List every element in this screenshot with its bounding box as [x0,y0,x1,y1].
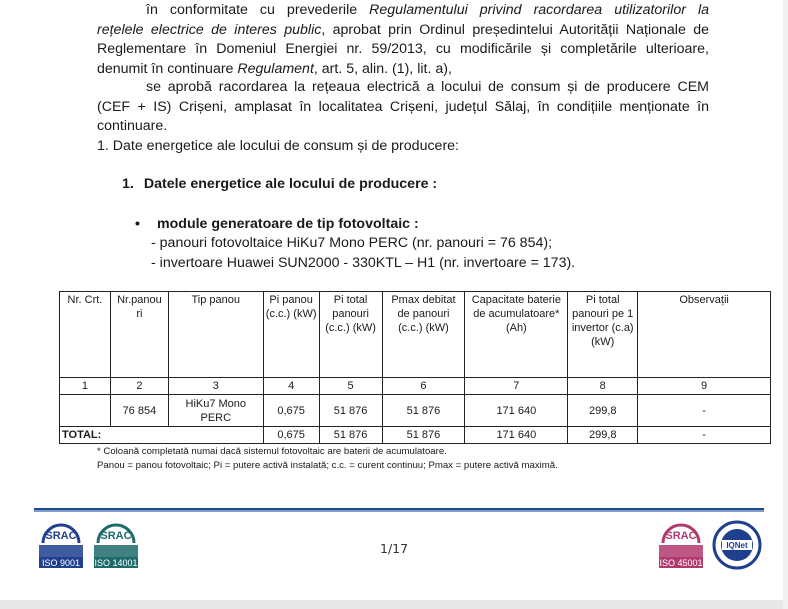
logo-label: ISO 45001 [659,558,703,568]
paragraph-line: se aprobă racordarea la rețeaua electrică a locului de consum și de producere CEM [146,79,709,95]
logo-text: SRAC [45,530,77,542]
table-cell [60,395,111,427]
table-cell: 51 876 [382,395,465,427]
srac-iso9001-logo [35,523,87,574]
bullet-text: module generatoare de tip fotovoltaic : [157,216,419,232]
table-cell: 6 [382,378,465,395]
paragraph-approval [97,78,709,156]
table-cell: 51 876 [319,427,382,444]
page-number: 1/17 [380,541,409,556]
column-header: Observații [638,292,771,378]
table-cell: 4 [263,378,319,395]
text: în conformitate cu prevederile [146,2,370,18]
table-cell: - [638,427,771,444]
table-cell: 0,675 [263,395,319,427]
table-cell: 76 854 [110,395,168,427]
table-cell: 299,8 [568,427,638,444]
text: , art. 5, alin. (1), lit. a), [313,60,452,77]
paragraph-line: continuare. [97,118,168,135]
paragraph-line [97,60,709,80]
subsection-heading [122,176,437,192]
text: denumit în continuare [97,60,238,77]
footer-divider [34,508,764,512]
footnote: Panou = panou fotovoltaic; Pi = putere activă instalată; c.c. = curent continuu; Pmax = putere activă maximă. [97,460,558,471]
table-cell: 9 [638,378,771,395]
section-title: 1. Date energetice ale locului de consum și de producere: [97,137,459,154]
paragraph-line: Reglementare în Domeniul Energiei nr. 59/2013, cu modificările și completările ulterioare, [97,41,709,58]
heading-number: 1. [122,176,134,192]
table-cell: 7 [465,378,568,395]
table-index-row [60,378,771,395]
logo-text: IQNet [726,541,748,550]
table-cell: 0,675 [263,427,319,444]
table-cell: 51 876 [319,395,382,427]
heading-text: Datele energetice ale locului de producere : [143,176,438,192]
table-cell: 171 640 [465,395,568,427]
column-header: Pi total panouri pe 1 invertor (c.a) (kW) [568,292,638,378]
column-header: Pmax debitat de panouri (c.c.) (kW) [382,292,465,378]
scan-edge-bottom [0,600,788,609]
paragraph-line: (CEF + IS) Crișeni, amplasat în localitatea Crișeni, județul Sălaj, în condițiile menționate în [97,98,709,115]
logo-label: ISO 14001 [94,558,138,568]
total-label: TOTAL: [60,427,264,444]
column-header: Pi panou (c.c.) (kW) [263,292,319,378]
energy-data-table [59,291,771,444]
srac-iso45001-logo [655,523,707,574]
table-cell: 1 [60,378,111,395]
list-item: - invertoare Huawei SUN2000 - 330KTL – H1 (nr. invertoare = 173). [151,255,576,271]
table-header-row [60,292,771,378]
table-cell: 5 [319,378,382,395]
italic-text: Regulamentului privind racordarea utilizatorilor la [369,2,710,18]
table-cell: 3 [168,378,263,395]
table-cell: HiKu7 Mono PERC [168,395,263,427]
table-cell: 51 876 [382,427,465,444]
column-header: Nr. Crt. [60,292,111,378]
italic-text: Regulament [237,60,314,77]
table-cell: 171 640 [465,427,568,444]
logo-text: SRAC [100,530,132,542]
table-cell: 8 [568,378,638,395]
footnote: * Coloană completată numai dacă sistemul fotovoltaic are baterii de acumulatoare. [97,446,447,457]
column-header: Pi total panouri (c.c.) (kW) [319,292,382,378]
bullet-icon: • [135,216,140,232]
paragraph-intro [97,1,709,79]
list-item: - panouri fotovoltaice HiKu7 Mono PERC (nr. panouri = 76 854); [151,235,553,251]
paragraph-line [97,21,709,41]
logo-text: SRAC [665,530,697,542]
table-cell: - [638,395,771,427]
column-header: Tip panou [168,292,263,378]
iqnet-logo [712,520,762,575]
logo-label: ISO 9001 [41,558,81,568]
table-total-row [60,427,771,444]
italic-text: rețelele electrice de interes public [97,21,322,38]
paragraph-line [97,1,709,21]
scan-edge-right [783,0,788,609]
table-row [60,395,771,427]
column-header: Nr.panou ri [110,292,168,378]
table-cell: 299,8 [568,395,638,427]
srac-iso14001-logo [90,523,142,574]
text: , aprobat prin Ordinul președintelui Autorității Naționale de [321,21,709,38]
bullet-heading [135,216,419,232]
column-header: Capacitate baterie de acumulatoare* (Ah) [465,292,568,378]
table-cell: 2 [110,378,168,395]
